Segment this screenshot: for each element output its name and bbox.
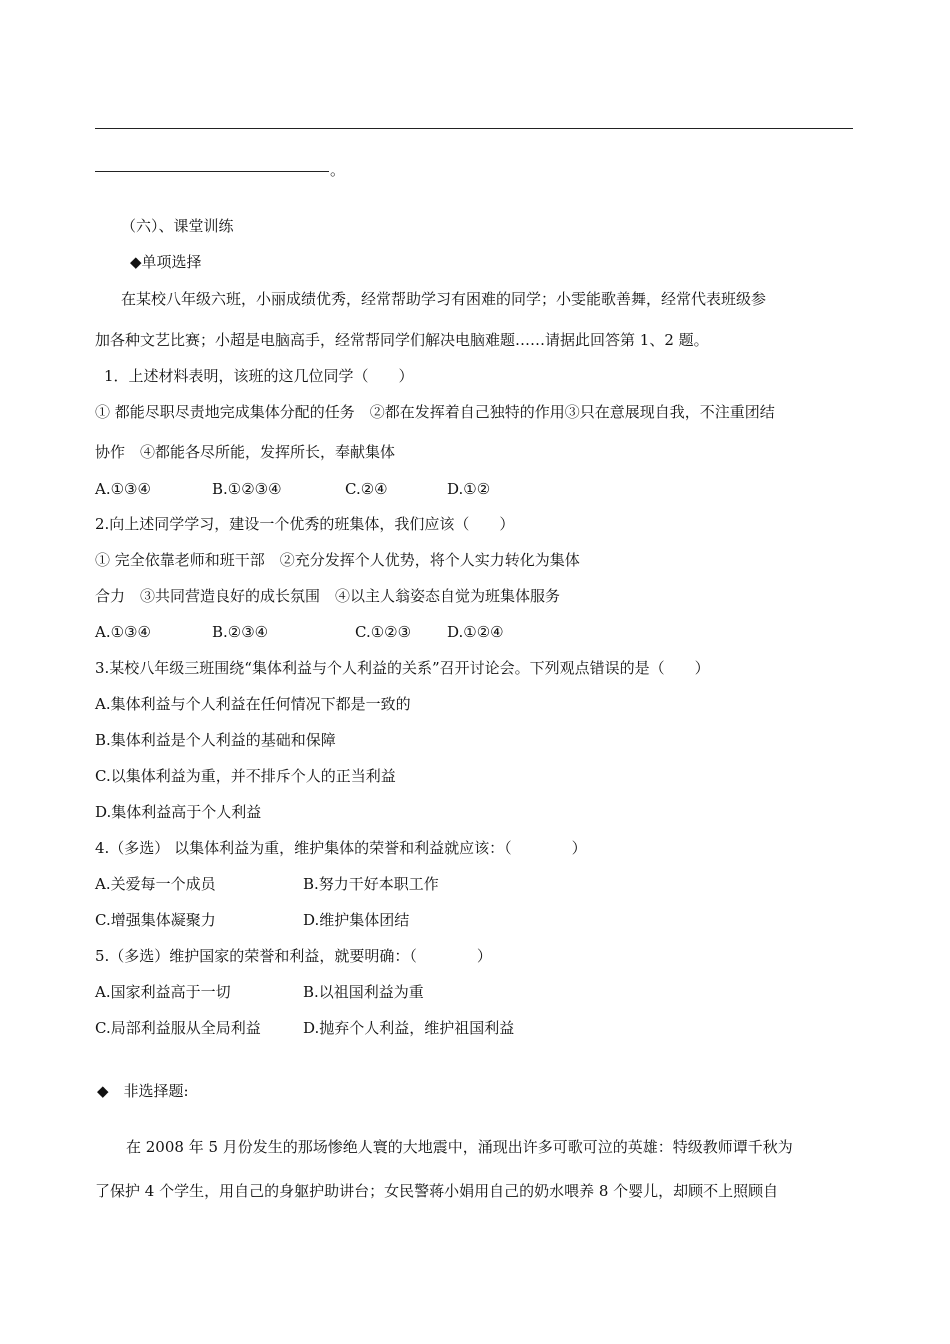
non-choice-label: ◆ 非选择题: xyxy=(97,1082,189,1100)
q1-option-a: A.①③④ xyxy=(95,480,151,498)
q4-option-a: A.关爱每一个成员 xyxy=(95,875,216,893)
q5-option-a: A.国家利益高于一切 xyxy=(95,983,231,1001)
q3-option-b: B.集体利益是个人利益的基础和保障 xyxy=(95,731,336,749)
q5-option-b: B.以祖国利益为重 xyxy=(303,983,424,1001)
q5-option-c: C.局部利益服从全局利益 xyxy=(95,1019,261,1037)
q1-options xyxy=(95,479,855,499)
q5-stem: 5.（多选）维护国家的荣誉和利益，就要明确：（ ） xyxy=(95,947,492,965)
answer-blank-end-mark: 。 xyxy=(330,161,346,179)
q1-statement-line-2: 协作 ④都能各尽所能，发挥所长，奉献集体 xyxy=(95,443,396,461)
q5-option-d: D.抛弃个人利益，维护祖国利益 xyxy=(303,1019,515,1037)
q2-option-b: B.②③④ xyxy=(212,623,269,641)
q4-option-c: C.增强集体凝聚力 xyxy=(95,911,216,929)
material-line-2: 加各种文艺比赛；小超是电脑高手，经常帮同学们解决电脑难题……请据此回答第 1、2 题。 xyxy=(95,331,709,349)
non-choice-paragraph-line-1: 在 2008 年 5 月份发生的那场惨绝人寰的大地震中，涌现出许多可歌可泣的英雄：特级教师谭千秋为 xyxy=(126,1138,793,1156)
q3-option-c: C.以集体利益为重，并不排斥个人的正当利益 xyxy=(95,767,396,785)
q2-statement-line-1: ① 完全依靠老师和班干部 ②充分发挥个人优势，将个人实力转化为集体 xyxy=(95,551,580,569)
q3-option-a: A.集体利益与个人利益在任何情况下都是一致的 xyxy=(95,695,411,713)
q2-option-c: C.①②③ xyxy=(355,623,412,641)
q5-options-row-2 xyxy=(95,1018,595,1038)
q2-option-d: D.①②④ xyxy=(447,623,504,641)
q4-options-row-2 xyxy=(95,910,595,930)
q3-option-d: D.集体利益高于个人利益 xyxy=(95,803,262,821)
q4-stem: 4.（多选） 以集体利益为重，维护集体的荣誉和利益就应该：（ ） xyxy=(95,839,587,857)
single-choice-label: ◆单项选择 xyxy=(130,253,202,271)
q1-stem: 1．上述材料表明，该班的这几位同学（ ） xyxy=(104,367,414,385)
q1-option-b: B.①②③④ xyxy=(212,480,282,498)
q4-options-row-1 xyxy=(95,874,595,894)
q2-stem: 2.向上述同学学习，建设一个优秀的班集体，我们应该（ ） xyxy=(95,515,515,533)
q1-option-c: C.②④ xyxy=(345,480,388,498)
q1-statement-line-1: ① 都能尽职尽责地完成集体分配的任务 ②都在发挥着自己独特的作用③只在意展现自我，不注重团结 xyxy=(95,403,775,421)
q1-option-d: D.①② xyxy=(447,480,491,498)
q2-options xyxy=(95,622,855,642)
q4-option-d: D.维护集体团结 xyxy=(303,911,410,929)
q4-option-b: B.努力干好本职工作 xyxy=(303,875,439,893)
answer-blank-line-full xyxy=(95,128,853,129)
q3-stem: 3.某校八年级三班围绕“集体利益与个人利益的关系”召开讨论会。下列观点错误的是（ ） xyxy=(95,659,710,677)
section-heading: （六）、课堂训练 xyxy=(121,217,234,235)
answer-blank-line-short xyxy=(95,171,329,172)
q2-statement-line-2: 合力 ③共同营造良好的成长氛围 ④以主人翁姿态自觉为班集体服务 xyxy=(95,587,561,605)
non-choice-paragraph-line-2: 了保护 4 个学生，用自己的身躯护助讲台；女民警蒋小娟用自己的奶水喂养 8 个婴儿，却顾不上照顾自 xyxy=(95,1182,779,1200)
q5-options-row-1 xyxy=(95,982,595,1002)
q2-option-a: A.①③④ xyxy=(95,623,151,641)
material-line-1: 在某校八年级六班，小丽成绩优秀，经常帮助学习有困难的同学；小雯能歌善舞，经常代表班级参 xyxy=(121,290,767,308)
